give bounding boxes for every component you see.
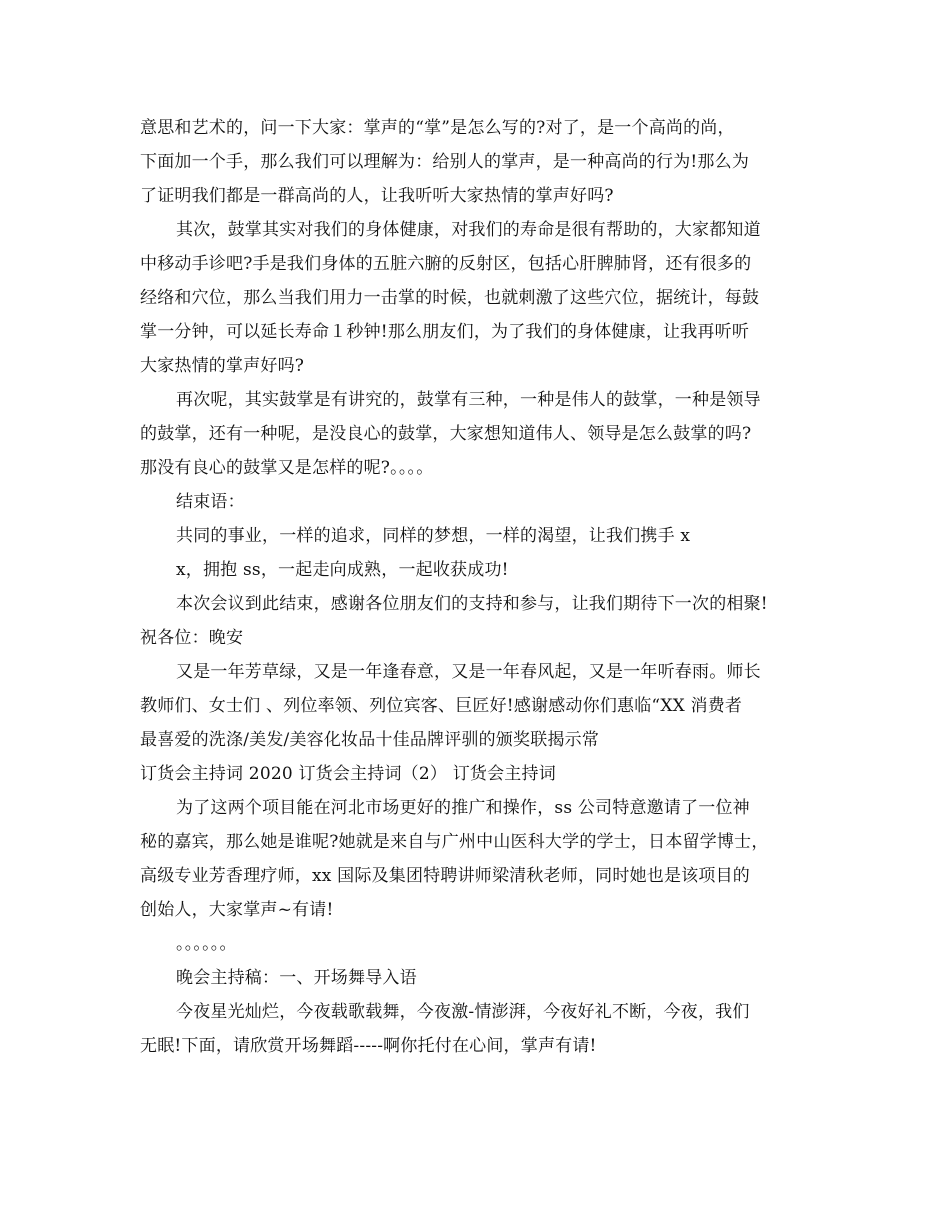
text-line: x，拥抱 ss，一起走向成熟，一起收获成功! [176, 560, 509, 580]
text-line: 。。。。。。 [176, 934, 237, 954]
text-line: 意思和艺术的，问一下大家：掌声的“掌”是怎么写的?对了，是一个高尚的尚， [140, 118, 735, 138]
text-line: 今夜星光灿烂，今夜载歌载舞，今夜激-情澎湃，今夜好礼不断，今夜，我们 [176, 1002, 750, 1022]
text-line: 教师们、女士们 、列位率领、列位宾客、巨匠好!感谢感动你们惠临“XX 消费者 [140, 696, 743, 716]
text-line: 又是一年芳草绿，又是一年逢春意，又是一年春风起，又是一年听春雨。师长 [176, 662, 761, 682]
text-line: 了证明我们都是一群高尚的人，让我听听大家热情的掌声好吗? [140, 186, 614, 206]
text-line: 订货会主持词 2020 订货会主持词（2） 订货会主持词 [140, 764, 556, 784]
text-line: 其次，鼓掌其实对我们的身体健康，对我们的寿命是很有帮助的，大家都知道 [176, 220, 761, 240]
text-line: 为了这两个项目能在河北市场更好的推广和操作，ss 公司特意邀请了一位神 [176, 798, 750, 818]
text-line: 本次会议到此结束，感谢各位朋友们的支持和参与，让我们期待下一次的相聚! [176, 594, 768, 614]
text-line: 高级专业芳香理疗师，xx 国际及集团特聘讲师梁清秋老师，同时她也是该项目的 [140, 866, 750, 886]
text-line: 那没有良心的鼓掌又是怎样的呢?。。。。 [140, 458, 434, 478]
text-line: 的鼓掌，还有一种呢，是没良心的鼓掌，大家想知道伟人、领导是怎么鼓掌的吗? [140, 424, 752, 444]
text-line: 掌一分钟，可以延长寿命１秒钟!那么朋友们，为了我们的身体健康，让我再听听 [140, 322, 750, 342]
text-line: 祝各位：晚安 [140, 628, 244, 648]
text-line: 晚会主持稿：一、开场舞导入语 [176, 968, 417, 988]
text-line: 再次呢，其实鼓掌是有讲究的，鼓掌有三种，一种是伟人的鼓掌，一种是领导 [176, 390, 761, 410]
text-line: 结束语： [176, 492, 245, 512]
text-line: 秘的嘉宾，那么她是谁呢?她就是来自与广州中山医科大学的学士，日本留学博士， [140, 832, 769, 852]
text-line: 中移动手诊吧?手是我们身体的五脏六腑的反射区，包括心肝脾肺肾，还有很多的 [140, 254, 752, 274]
text-line: 创始人，大家掌声~有请! [140, 900, 334, 920]
text-line: 大家热情的掌声好吗? [140, 356, 305, 376]
text-line: 经络和穴位，那么当我们用力一击掌的时候，也就刺激了这些穴位，据统计，每鼓 [140, 288, 760, 308]
text-line: 下面加一个手，那么我们可以理解为：给别人的掌声，是一种高尚的行为!那么为 [140, 152, 750, 172]
text-line: 共同的事业，一样的追求，同样的梦想，一样的渴望，让我们携手 x [176, 526, 691, 546]
text-line: 最喜爱的洗涤/美发/美容化妆品十佳品牌评驯的颁奖联揭示常 [140, 730, 600, 750]
text-line: 无眠!下面，请欣赏开场舞蹈-----啊你托付在心间，掌声有请! [140, 1036, 597, 1056]
